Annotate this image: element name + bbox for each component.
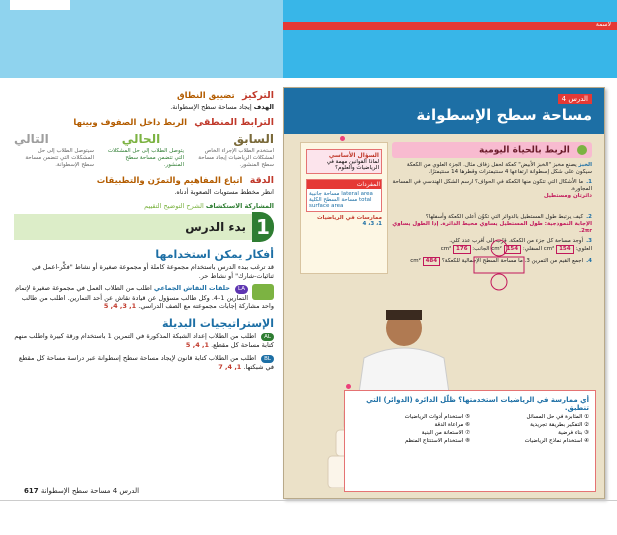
launch-title: بدء الدرس xyxy=(14,214,252,240)
top-banner-right xyxy=(283,0,617,78)
step-explore: الاستكشاف xyxy=(205,202,243,210)
vocab-total-surface-area: مساحة السطح الكلية total surface area xyxy=(309,197,372,209)
question-1: 1.ما الأشكال التي تتكون منها الكعكة في الحواف؟ ارسم الشكل الهندسي في المساحة المجاورة. دائرتان ومستطيل xyxy=(392,179,592,199)
al-text: اطلب من الطلاب إعداد الشبكة المذكورة في التمرين 1 باستخدام ورقة كبيرة واطلب منهم كتابة مساحة كل مقطع. xyxy=(14,331,274,349)
unit-side: cm² xyxy=(440,246,452,252)
left-footer xyxy=(20,487,139,495)
question-3-text: أوجد مساحة كل جزء من الكعكة. قرّب إلى أقرب عدد كلي. xyxy=(449,238,584,244)
real-world-title: الربط بالحياة اليومية xyxy=(479,145,570,156)
goal-row xyxy=(14,103,274,112)
sequence-next: التالي xyxy=(14,131,49,146)
math-practices-label: ممارسات في الرياضيات xyxy=(317,215,382,221)
question-4-text: اجمع القيم من التمرين 3. ما مساحة السطح الإجمالية للكعكة؟ xyxy=(441,258,584,264)
focus-subtitle: تضييق النطاق xyxy=(176,91,235,101)
sequence-current: الحالي xyxy=(121,131,161,146)
question-3: 3.أوجد مساحة كل جزء من الكعكة. قرّب إلى أقرب عدد كلي. العلوي: 154 cm² السفلي: 154 cm² الجانب: 176 cm² xyxy=(440,238,592,252)
essential-question-heading: السؤال الأساسي xyxy=(328,152,379,159)
net-top-circle xyxy=(491,240,507,256)
bl-text: اطلب من الطلاب كتابة قانون لإيجاد مساحة سطح إسطوانة عبر دراسة مساحة كل مقطع في شبكتها. xyxy=(18,353,274,371)
real-world-header xyxy=(392,142,592,158)
reflection-heading: أي ممارسة في الرياضيات استخدمتها؟ ظلّل الدائرة (الدوائر) التي تنطبق. xyxy=(366,396,589,412)
launch-banner xyxy=(14,212,274,242)
la-text: اطلب من الطلاب العمل في مجموعة صغيرة لإتمام التمارين 1-4. وكل طالب مسؤول عن قيادة نقاش عن أحد التمارين. اطلب من طالب واحد مشاركة إجابات مجموعته مع الصف الدراسي. xyxy=(15,284,274,310)
question-1-text: ما الأشكال التي تتكون منها الكعكة في الحواف؟ ارسم الشكل الهندسي في المساحة المجاورة. xyxy=(392,179,592,192)
group-icon xyxy=(252,284,274,300)
coherence-heading xyxy=(14,117,274,128)
step-evaluate: التقييم xyxy=(144,202,162,210)
sequence-previous: السابق xyxy=(233,131,274,146)
rigor-heading xyxy=(14,175,274,186)
practice-option[interactable]: ⑥ مراعاة الدقة xyxy=(434,422,470,428)
lesson-title: مساحة سطح الإسطوانة xyxy=(416,106,592,124)
vocabulary-heading: المفردات xyxy=(307,180,381,189)
bl-items: 1, 4, 7 xyxy=(218,363,242,371)
essential-question xyxy=(306,149,382,174)
practice-option[interactable]: ② التفكير بطريقة تجريدية xyxy=(530,422,589,428)
intro-text: يصنع مخبز "الخبز الأبيض" كعكة لحفل زفاف مثال. الجزء العلوي من الكعكة سيكون على شكل إسطوانة ارتفاعها 4 سنتيمترات وقطرها 14 سنتيمترًا. xyxy=(406,162,592,175)
banner-tab xyxy=(10,0,70,10)
net-rectangle xyxy=(474,257,524,273)
goal-text: إيجاد مساحة سطح الإسطوانة. xyxy=(170,103,252,111)
lesson-sidebar xyxy=(300,142,388,274)
practice-option[interactable]: ⑦ الاستعانة من البنية xyxy=(421,430,470,436)
page-number: 617 xyxy=(24,487,39,495)
answer-3-bottom: 154 xyxy=(504,245,521,254)
coherence-subtitle: الربط داخل الصفوف وبينها xyxy=(73,117,187,128)
vocabulary-box xyxy=(306,179,382,212)
ideas-heading: أفكار يمكن استخدامها xyxy=(155,248,274,261)
lesson-title-bar xyxy=(284,88,604,134)
sequence-descriptions xyxy=(14,148,274,169)
rigor-title: الدقة xyxy=(249,174,274,186)
question-2-text: كيف يرتبط طول المستطيل بالدوائر التي تكوّن أعلى الكعكة وأسفلها؟ xyxy=(425,214,584,220)
ideas-text: قد ترغب ببدء الدرس باستخدام مجموعة كاملة أو مجموعة صغيرة أو نشاط "فكِّر-اعمل في ثنائيات-شارك" أو نشاط حر. xyxy=(32,263,274,280)
pushpin-icon xyxy=(340,136,345,141)
banner-stripe xyxy=(283,22,617,30)
unit-total: cm² xyxy=(410,258,421,264)
launch-number: 1 xyxy=(252,212,274,242)
al-items: 1, 4, 5 xyxy=(185,341,209,349)
practice-option[interactable]: ④ استخدام نماذج الرياضيات xyxy=(524,438,589,444)
pushpin-icon xyxy=(346,384,351,389)
teacher-notes-column xyxy=(14,90,274,495)
practice-option[interactable]: ③ بناء فرضية xyxy=(558,430,589,436)
al-block xyxy=(14,332,274,350)
reflection-col-1 xyxy=(470,414,589,446)
essential-question-text: لماذا القوانين مهمة في الرياضيات والعلوم؟ xyxy=(326,159,379,171)
math-practices-items: 1، 3، 4 xyxy=(362,221,382,227)
la-block xyxy=(14,284,274,311)
lesson-steps xyxy=(14,202,274,210)
answer-3-top: 154 xyxy=(556,245,573,254)
al-badge: AL xyxy=(261,333,274,342)
side-label: الجانب: xyxy=(472,246,490,252)
student-page xyxy=(283,87,605,499)
intro-label: الخبز xyxy=(578,162,592,168)
answer-3-side: 176 xyxy=(453,245,470,254)
intro-paragraph xyxy=(392,162,592,176)
math-practices xyxy=(306,215,382,227)
top-label: العلوي: xyxy=(575,246,592,252)
practice-option[interactable]: ⑤ استخدام أدوات الرياضيات xyxy=(404,414,470,420)
question-2: 2.كيف يرتبط طول المستطيل بالدوائر التي تكوّن أعلى الكعكة وأسفلها؟ الإجابة النموذجية: طول المستطيل يساوي محيط الدائرة. إذا الطول يساوي 2πr. xyxy=(392,214,592,234)
rigor-subtitle: اتباع المفاهيم والتمرّن والتطبيقات xyxy=(96,175,243,186)
bl-block xyxy=(14,354,274,372)
answer-2: الإجابة النموذجية: طول المستطيل يساوي محيط الدائرة. إذا الطول يساوي 2πr. xyxy=(392,221,592,234)
net-bottom-circle xyxy=(491,274,507,290)
practice-option[interactable]: ① المثابرة في حل المسائل xyxy=(526,414,589,420)
globe-icon xyxy=(577,145,587,155)
coherence-title: الترابط المنطقي xyxy=(194,116,274,128)
current-desc: يتوصل الطلاب إلى حل المشكلات التي تتضمن مساحة سطح المنشور. xyxy=(107,147,184,168)
lesson-label: الدرس 4 xyxy=(558,94,592,104)
bl-badge: BL xyxy=(261,355,274,364)
next-desc: سيتوصل الطلاب إلى حل المشكلات التي تتضمن مساحة سطح الإسطوانة. xyxy=(25,147,94,168)
answer-1: دائرتان ومستطيل xyxy=(543,193,592,199)
footer-lesson-text: الدرس 4 مساحة سطح الإسطوانة xyxy=(40,487,140,495)
reflection-options xyxy=(345,414,595,446)
step-explain: الشرح xyxy=(186,202,204,210)
math-practice-reflection xyxy=(344,390,596,492)
sequence-row xyxy=(14,132,274,146)
banner-stripe-label: لاسمة xyxy=(595,21,611,28)
la-title: حلقات النقاش الجماعي xyxy=(153,284,230,292)
rigor-text: انظر مخطط مستويات الصعوبة أدناه. xyxy=(174,187,274,196)
vocab-lateral-area: مساحة جانبية lateral area xyxy=(309,191,373,197)
question-4: 4.اجمع القيم من التمرين 3. ما مساحة السطح الإجمالية للكعكة؟ 484 cm² xyxy=(410,258,592,264)
bottom-divider xyxy=(0,500,617,501)
practice-option[interactable]: ⑧ استخدام الاستنتاج المنظم xyxy=(404,438,470,444)
step-engage: المشاركة xyxy=(244,202,274,210)
focus-heading xyxy=(14,90,274,101)
unit-top: cm² xyxy=(543,246,555,252)
focus-title: التركيز xyxy=(242,90,274,101)
la-badge: LA xyxy=(235,285,248,294)
answer-4: 484 xyxy=(423,257,440,266)
la-items: 1, 3, 4, 5 xyxy=(103,302,137,310)
reflection-col-2 xyxy=(351,414,470,446)
unit-bottom: cm² xyxy=(491,246,502,252)
goal-label: الهدف xyxy=(253,103,274,111)
alt-strategies-heading: الإستراتيجيات البديلة xyxy=(162,316,274,330)
step-elaborate: التوضيح xyxy=(163,202,185,210)
bottom-label: السفلي: xyxy=(522,246,542,252)
previous-desc: استخدم الطلاب الإجراء الخاص لمشكلات الرياضيات إيجاد مساحة سطح المنشور. xyxy=(198,147,274,168)
